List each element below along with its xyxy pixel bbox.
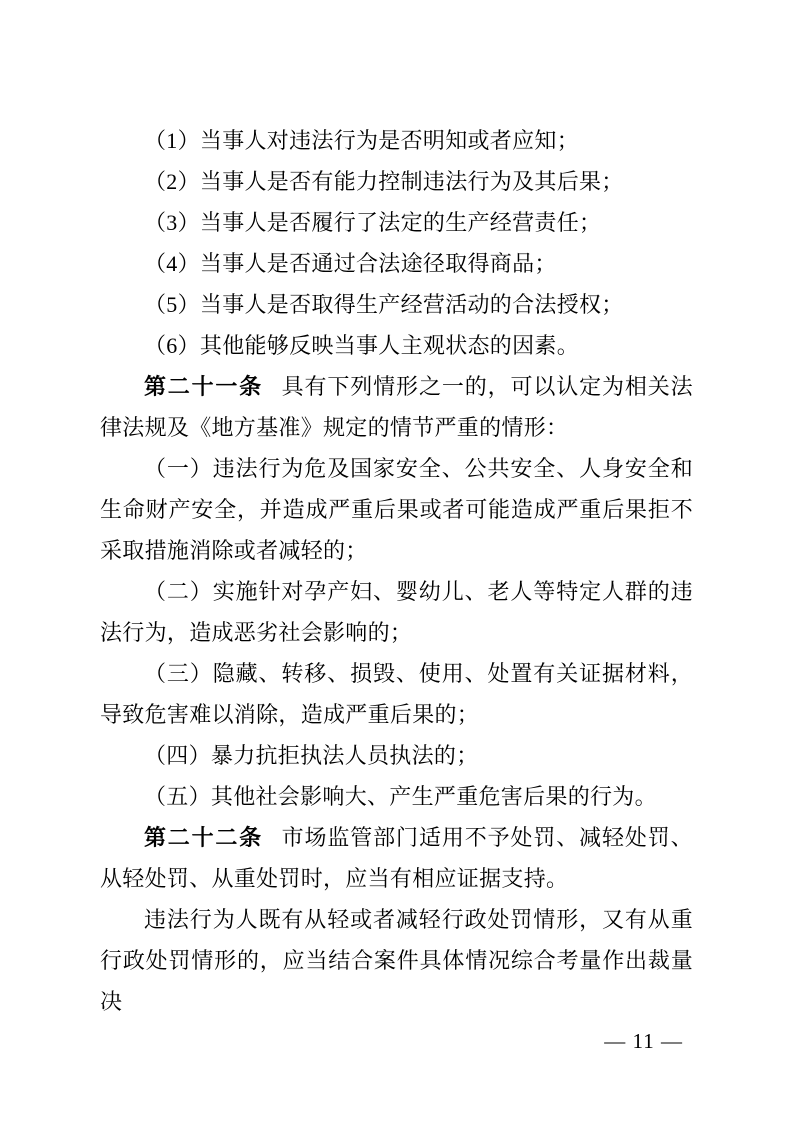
article-number: 第二十一条 [144,374,263,399]
paragraph-text: （二）实施针对孕产妇、婴幼儿、老人等特定人群的违法行为，造成恶劣社会影响的； [100,579,693,645]
paragraph [100,120,693,161]
paragraph-text: （一）违法行为危及国家安全、公共安全、人身安全和生命财产安全，并造成严重后果或者可能造成严重后果拒不采取措施消除或者减轻的； [100,456,693,563]
paragraph-text: （1）当事人对违法行为是否明知或者应知； [144,128,580,153]
paragraph-text: （五）其他社会影响大、产生严重危害后果的行为。 [144,784,657,809]
article-number: 第二十二条 [144,825,263,850]
paragraph [100,243,693,284]
paragraph-text: （四）暴力抗拒执法人员执法的； [144,743,479,768]
paragraph-text: （4）当事人是否通过合法途径取得商品； [144,251,557,276]
paragraph [100,571,693,653]
paragraph-text: （5）当事人是否取得生产经营活动的合法授权； [144,292,624,317]
paragraph [100,899,693,1022]
paragraph-text: （6）其他能够反映当事人主观状态的因素。 [144,333,580,358]
article-paragraph [100,366,693,448]
paragraph-text: （3）当事人是否履行了法定的生产经营责任； [144,210,602,235]
paragraph-text: （2）当事人是否有能力控制违法行为及其后果； [144,169,624,194]
paragraph [100,284,693,325]
page-number: — 11 — [604,1029,683,1053]
paragraph [100,776,693,817]
article-paragraph [100,817,693,899]
paragraph [100,735,693,776]
paragraph [100,202,693,243]
paragraph-text: （三）隐藏、转移、损毁、使用、处置有关证据材料，导致危害难以消除，造成严重后果的； [100,661,693,727]
paragraph-text: 具有下列情形之一的，可以认定为相关法律法规及《地方基准》规定的情节严重的情形： [100,374,693,440]
paragraph [100,653,693,735]
paragraph-text: 违法行为人既有从轻或者减轻行政处罚情形，又有从重行政处罚情形的，应当结合案件具体情况综合考量作出裁量决 [100,907,693,1014]
paragraph-text: 市场监管部门适用不予处罚、减轻处罚、从轻处罚、从重处罚时，应当有相应证据支持。 [100,825,693,891]
paragraph [100,325,693,366]
paragraph [100,448,693,571]
paragraph [100,161,693,202]
document-body [100,120,693,1022]
